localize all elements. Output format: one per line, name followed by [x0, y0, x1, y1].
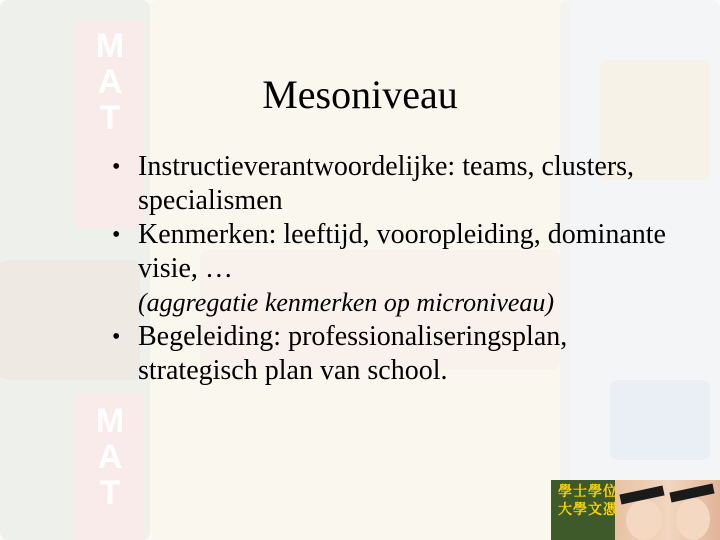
photo-person-left	[626, 500, 662, 540]
bullet-list	[112, 150, 672, 388]
bullet-note: (aggregatie kenmerken op microniveau)	[138, 288, 555, 317]
bullet-marker: •	[112, 324, 121, 350]
bullet-item	[112, 218, 672, 320]
bullet-text: Kenmerken: leeftijd, vooropleiding, dominante visie, …	[138, 219, 666, 284]
bullet-item	[112, 150, 672, 218]
bullet-item	[112, 320, 672, 388]
bullet-text: Instructieverantwoordelijke: teams, clusters, specialismen	[138, 151, 635, 216]
slide-title: Mesoniveau	[262, 72, 458, 117]
bullet-marker: •	[112, 222, 121, 248]
photo-chinese-sign: 學士學位 大學文憑	[558, 484, 618, 518]
bullet-text: Begeleiding: professionaliseringsplan, strategisch plan van school.	[138, 321, 568, 386]
photo-person-right	[676, 498, 710, 540]
bullet-marker: •	[112, 154, 121, 180]
